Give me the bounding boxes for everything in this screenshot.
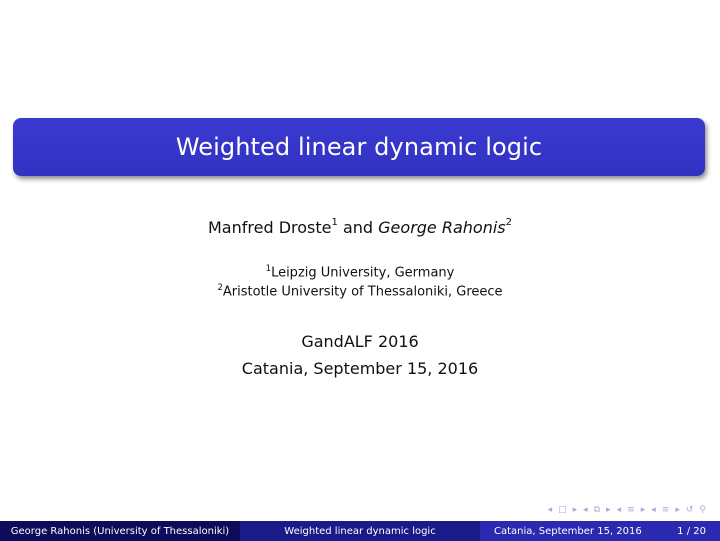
- nav-doc-icon[interactable]: ≡: [661, 505, 670, 515]
- affiliation-2-mark: 2: [217, 283, 223, 293]
- nav-subsection-next-icon[interactable]: ▸: [606, 505, 611, 515]
- author-2-mark: 2: [505, 216, 512, 228]
- affiliation-1-mark: 1: [265, 264, 272, 274]
- nav-section-icon[interactable]: ≡: [627, 505, 635, 515]
- nav-doc-prev-icon[interactable]: ◂: [651, 505, 656, 515]
- footer-author: George Rahonis (University of Thessaloniki): [0, 521, 240, 541]
- nav-back-icon[interactable]: ↺: [685, 505, 694, 515]
- affiliation-1-text: Leipzig University, Germany: [271, 265, 455, 281]
- nav-section-prev-icon[interactable]: ◂: [616, 505, 622, 515]
- author-1-mark: 1: [331, 216, 338, 228]
- author-1: Manfred Droste: [208, 218, 332, 237]
- conference-place-date: Catania, September 15, 2016: [241, 359, 479, 378]
- nav-frame-next-icon[interactable]: ▸: [572, 505, 578, 515]
- authors-and: and: [342, 218, 374, 237]
- footer-date: Catania, September 15, 2016: [494, 525, 642, 537]
- footer-title: Weighted linear dynamic logic: [240, 521, 480, 541]
- authors-line: [0, 218, 720, 237]
- affiliation-1: [0, 264, 720, 280]
- nav-subsection-prev-icon[interactable]: ◂: [583, 505, 588, 515]
- nav-doc-next-icon[interactable]: ▸: [675, 505, 680, 515]
- nav-subsection-icon[interactable]: ⧉: [593, 505, 601, 515]
- nav-frame-prev-icon[interactable]: ◂: [547, 505, 553, 515]
- footer-page-number: 1 / 20: [677, 525, 706, 537]
- footer-date-page: [480, 521, 720, 541]
- author-2: George Rahonis: [378, 218, 506, 237]
- navigation-symbols: [548, 505, 706, 515]
- nav-section-next-icon[interactable]: ▸: [640, 505, 646, 515]
- nav-search-icon[interactable]: ⚲: [699, 505, 706, 515]
- affiliation-2-text: Aristotle University of Thessaloniki, Greece: [222, 284, 503, 300]
- title-box: [13, 118, 705, 176]
- footer-bar: [0, 521, 720, 541]
- slide-title: Weighted linear dynamic logic: [175, 133, 543, 161]
- affiliation-2: [0, 283, 720, 299]
- nav-frame-icon[interactable]: □: [558, 505, 567, 515]
- conference-name: GandALF 2016: [301, 332, 419, 351]
